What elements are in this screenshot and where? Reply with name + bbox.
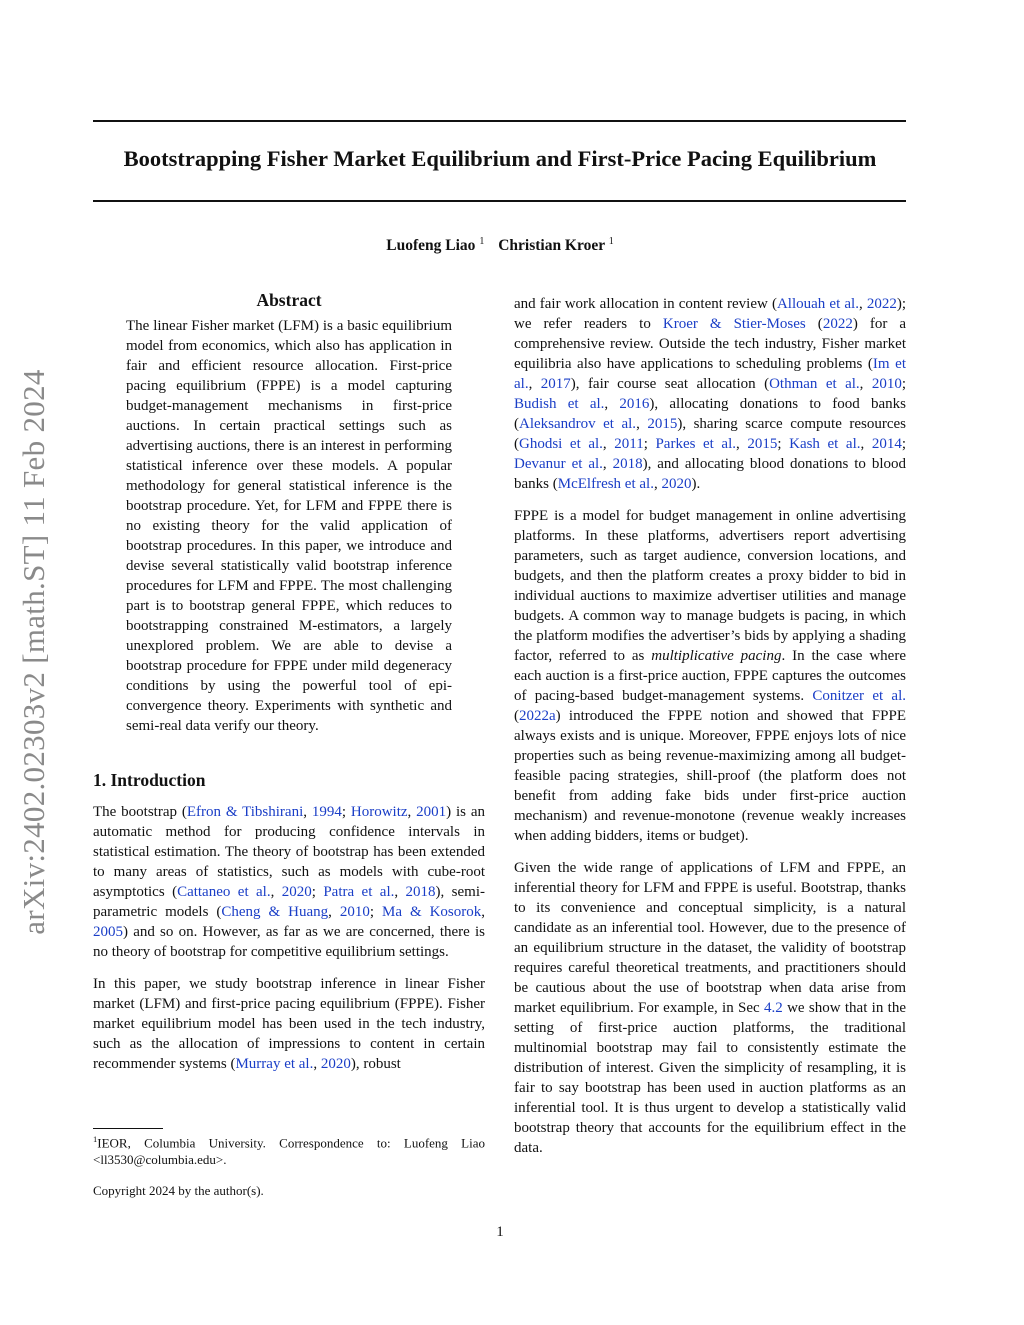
citation-link[interactable]: Horowitz [350, 804, 408, 820]
intro-paragraph-2-continued: and fair work allocation in content review (Allouah et al., 2022); we refer readers to Kroer & Stier-Moses (2022) for a comprehensive review. Outside the tech industry, Fisher market equilibria also have applications to scheduling problems (Im et al., 2017), fair course seat allocation (Othman et al., 2010; Budish et al., 2016), allocating donations to food banks (Aleksandrov et al., 2015), sharing scarce compute resources (Ghodsi et al., 2011; Parkes et al., 2015; Kash et al., 2014; Devanur et al., 2018), and allocating blood donations to blood banks (McElfresh et al., 2020). [514, 296, 907, 492]
citation-link[interactable]: 2010 [339, 904, 370, 920]
citation-link[interactable]: Ghodsi et al. [519, 436, 603, 452]
citation-link[interactable]: Cheng & Huang [221, 904, 329, 920]
citation-link[interactable]: 2020 [281, 884, 312, 900]
section-heading-introduction: 1. Introduction [93, 770, 206, 790]
citation-link[interactable]: Othman et al. [769, 376, 860, 392]
citation-link[interactable]: Kroer & Stier-Moses [662, 316, 806, 332]
intro-paragraph-3: FPPE is a model for budget management in online advertising platforms. In these platforms, advertisers report advertising parameters, such as target audience, conversion locations, and budgets, and then the platform creates a proxy bidder to bid in individual auctions to maximize advertiser utilities and manage budgets. A common way to manage budgets is pacing, in which the platform modifies the advertiser’s bids by applying a shading factor, referred to as multiplicative pacing. In the case where each auction is a first-price auction, FPPE captures the outcomes of pacing-based budget-management systems. Conitzer et al. (2022a) introduced the FPPE notion and showed that FPPE always exists and is unique. Moreover, FPPE enjoys lots of nice properties such as being revenue-maximizing among all budget-feasible pacing strategies, shill-proof (the platform does not benefit from adding fake bids under first-price auction mechanism) and revenue-monotone (revenue weakly increases when adding bidders, items or budget). [514, 508, 906, 844]
citation-link[interactable]: 2010 [871, 376, 902, 392]
emphasis: multiplicative pacing [651, 648, 782, 664]
citation-link[interactable]: Im et al. [514, 356, 906, 392]
author-name: Luofeng Liao [386, 237, 476, 255]
citation-link[interactable]: 2022 [822, 316, 853, 332]
citation-link[interactable]: Cattaneo et al. [177, 884, 271, 900]
author-1 [386, 237, 484, 254]
affiliation-mark: 1 [608, 236, 614, 247]
citation-link[interactable]: 2017 [540, 376, 571, 392]
footnote-rule [93, 1128, 163, 1129]
intro-paragraph-1: The bootstrap (Efron & Tibshirani, 1994; Horowitz, 2001) is an automatic method for producing confidence intervals in statistical estimation. The theory of bootstrap has been extended to many areas of statistics, such as models with cube-root asymptotics (Cattaneo et al., 2020; Patra et al., 2018), semi-parametric models (Cheng & Huang, 2010; Ma & Kosorok, 2005) and so on. However, as far as we are concerned, there is no theory of bootstrap for competitive equilibrium settings. [93, 804, 486, 960]
citation-link[interactable]: 2011 [614, 436, 644, 452]
citation-link[interactable]: 2022 [866, 296, 897, 312]
citation-link[interactable]: Kash et al. [789, 436, 861, 452]
section-reference-link[interactable]: 4.2 [764, 1000, 783, 1016]
abstract-heading: Abstract [256, 290, 322, 310]
citation-link[interactable]: 2014 [871, 436, 902, 452]
arxiv-identifier: arXiv:2402.02303v2 [math.ST] 11 Feb 2024 [16, 369, 51, 935]
paper-title: Bootstrapping Fisher Market Equilibrium and First-Price Pacing Equilibrium [123, 146, 877, 171]
title-top-rule [93, 120, 906, 122]
citation-link[interactable]: 2018 [405, 884, 436, 900]
citation-link[interactable]: Aleksandrov et al. [519, 416, 637, 432]
citation-link[interactable]: Murray et al. [235, 1056, 314, 1072]
footnote-text: IEOR, Columbia University. Correspondence to: Luofeng Liao <ll3530@columbia.edu>. [93, 1135, 485, 1168]
citation-link[interactable]: Allouah et al. [776, 296, 859, 312]
citation-link[interactable]: McElfresh et al. [557, 476, 654, 492]
right-column [514, 294, 906, 1158]
citation-link[interactable]: 2015 [747, 436, 778, 452]
citation-link[interactable]: Devanur et al. [514, 456, 603, 472]
citation-link[interactable]: 2022a [519, 708, 556, 724]
intro-paragraph-2-start: In this paper, we study bootstrap inference in linear Fisher market (LFM) and first-price pacing equilibrium (FPPE). Fisher market equilibrium model has been used in the tech industry, such as the allocation of impressions to content in certain recommender systems (Murray et al., 2020), robust [93, 976, 485, 1072]
citation-link[interactable]: Patra et al. [323, 884, 395, 900]
citation-link[interactable]: Ma & Kosorok [382, 904, 482, 920]
citation-link[interactable]: 2001 [416, 804, 447, 820]
citation-link[interactable]: 2015 [647, 416, 678, 432]
citation-link[interactable]: Parkes et al. [655, 436, 737, 452]
citation-link[interactable]: Efron & Tibshirani [186, 804, 304, 820]
citation-link[interactable]: 1994 [311, 804, 342, 820]
citation-link[interactable]: Conitzer et al. [812, 688, 906, 704]
citation-link[interactable]: Budish et al. [514, 396, 605, 412]
citation-link[interactable]: 2018 [612, 456, 643, 472]
author-list [0, 236, 1000, 255]
citation-link[interactable]: 2005 [93, 924, 123, 940]
abstract-text: The linear Fisher market (LFM) is a basic equilibrium model from economics, which also has application in fair and efficient resource allocation. First-price pacing equilibrium (FPPE) is a model capturing budget-management mechanisms in first-price auctions. In certain practical settings such as advertising auctions, there is an interest in performing statistical inference over these models. A popular methodology for general statistical inference is the bootstrap procedure. Yet, for LFM and FPPE there is no existing theory for the valid application of bootstrap procedures. In this paper, we introduce and devise several statistically valid bootstrap inference procedures for LFM and FPPE. The most challenging part is to bootstrap general FPPE, which reduces to bootstrapping constrained M-estimators, a largely unexplored problem. We are able to devise a bootstrap procedure for FPPE under mild degeneracy conditions by using the powerful tool of epi-convergence theory. Experiments with synthetic and semi-real data verify our theory. [126, 318, 452, 734]
left-column [93, 290, 485, 1074]
citation-link[interactable]: 2016 [619, 396, 650, 412]
title-bottom-rule [93, 200, 906, 202]
affiliation-mark: 1 [479, 236, 485, 247]
author-name: Christian Kroer [498, 237, 605, 255]
citation-link[interactable]: 2020 [661, 476, 692, 492]
footnote-mark: 1 [93, 1134, 98, 1144]
page-number: 1 [496, 1224, 504, 1240]
citation-link[interactable]: 2020 [320, 1056, 351, 1072]
copyright-notice: Copyright 2024 by the author(s). [93, 1183, 264, 1198]
intro-paragraph-4: Given the wide range of applications of LFM and FPPE, an inferential theory for LFM and FPPE is useful. Bootstrap, thanks to its convenience and conceptual simplicity, is a natural candidate as an inferential tool. However, due to the presence of an equilibrium structure in the dataset, the validity of bootstrap requires careful theoretical treatments, and practitioners should be cautious about the use of bootstrap when data arise from market equilibrium. For example, in Sec 4.2 we show that in the setting of first-price auction platforms, the traditional multinomial bootstrap may fail to consistently estimate the distribution of interest. Given the simplicity of resampling, it is fair to say bootstrap has been used in auction platforms as an inferential tool. It is thus urgent to develop a statistically valid bootstrap theory that accounts for the equilibrium effect in the data. [514, 860, 906, 1156]
footnote [93, 1131, 485, 1168]
author-2 [498, 237, 614, 254]
